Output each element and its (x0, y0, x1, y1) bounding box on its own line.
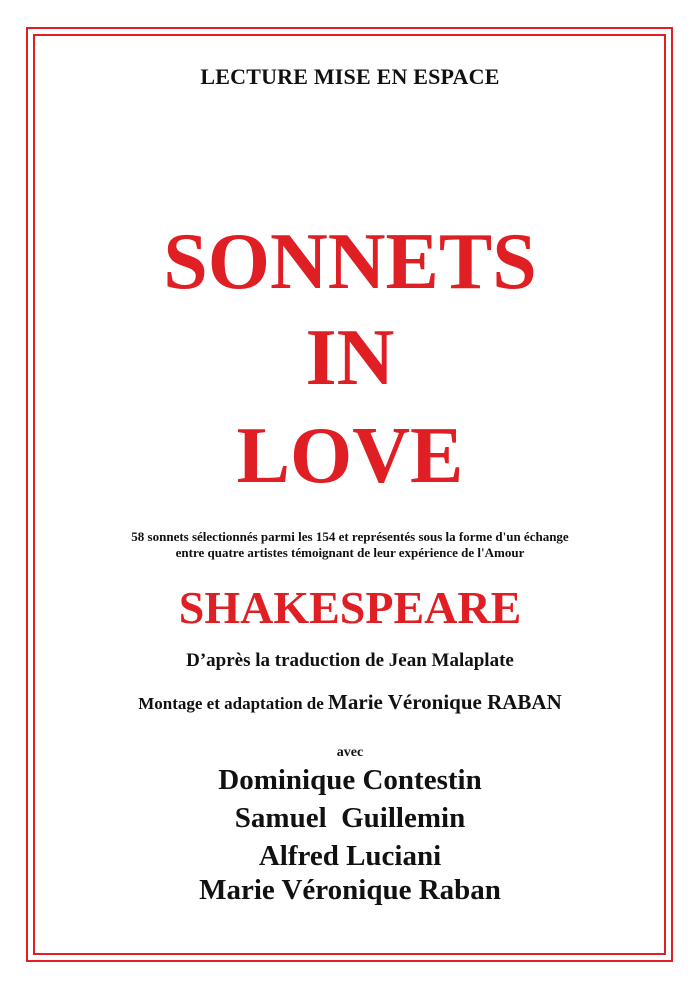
title-line-in: IN (305, 314, 395, 402)
title-line-sonnets: SONNETS (163, 218, 537, 306)
translation-credit: D’après la traduction de Jean Malaplate (186, 650, 514, 671)
cast-member: Dominique Contestin (218, 764, 482, 796)
adaptation-prefix: Montage et adaptation de (138, 694, 324, 713)
adaptation-credit (0, 692, 700, 713)
cast-member: Marie Véronique Raban (199, 874, 501, 906)
cast-member: Samuel Guillemin (234, 802, 466, 834)
cast-member: Alfred Luciani (258, 840, 442, 872)
event-type-heading: LECTURE MISE EN ESPACE (200, 64, 500, 89)
description-line-2: entre quatre artistes témoignant de leur expérience de l'Amour (175, 545, 525, 560)
cast-intro: avec (336, 745, 364, 760)
author-name: SHAKESPEARE (178, 582, 522, 633)
title-line-love: LOVE (236, 412, 464, 500)
adaptation-name: Marie Véronique RABAN (328, 690, 562, 714)
description-line-1: 58 sonnets sélectionnés parmi les 154 et représentés sous la forme d'un échange (131, 529, 569, 544)
